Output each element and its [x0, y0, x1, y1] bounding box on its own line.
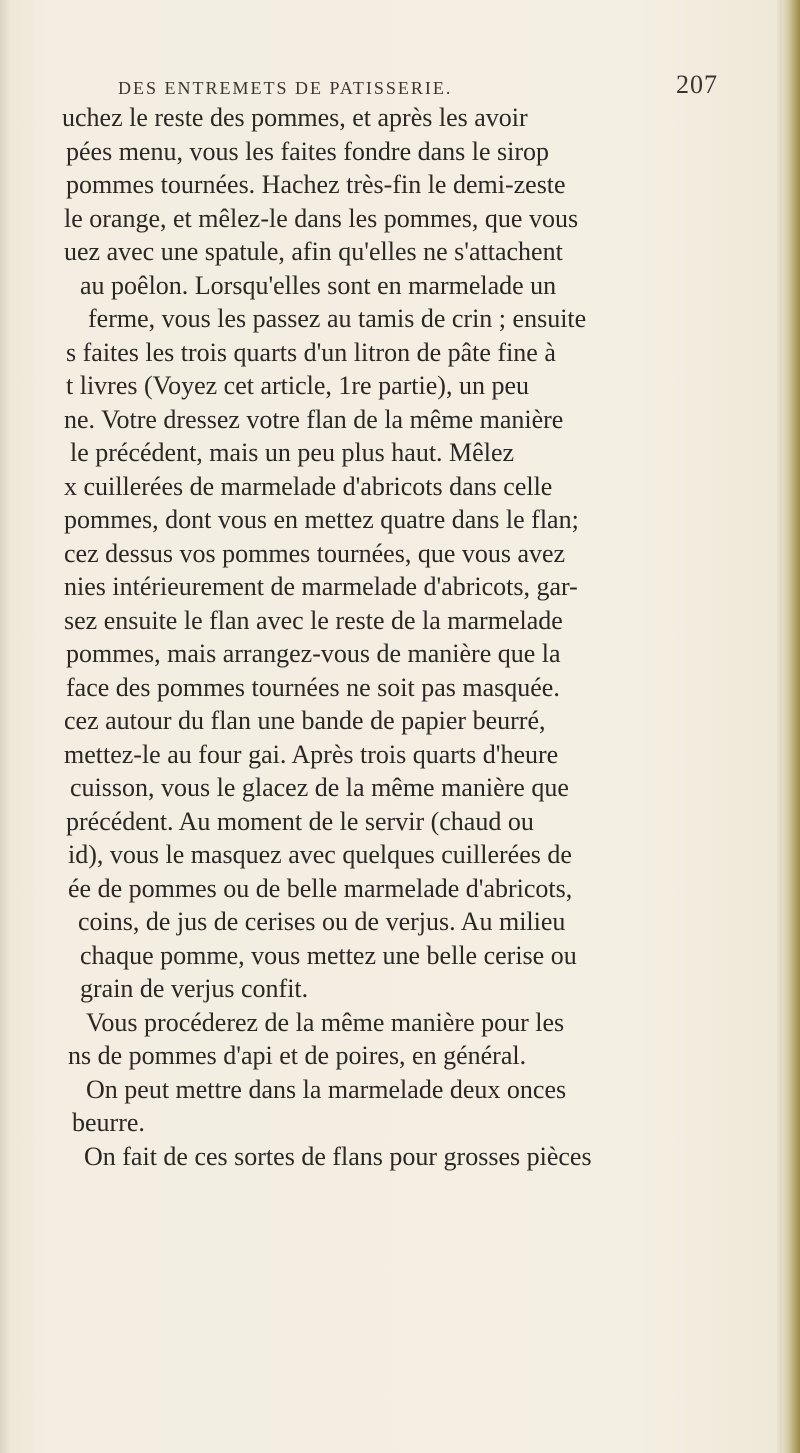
text-line: coins, de jus de cerises ou de verjus. Au milieu [78, 907, 566, 936]
text-line: cez dessus vos pommes tournées, que vous avez [64, 538, 566, 568]
text-line: pommes, dont vous en mettez quatre dans le flan; [64, 505, 579, 534]
text-line: nies intérieurement de marmelade d'abricots, gar- [64, 572, 578, 601]
page-gutter-shadow [0, 0, 10, 1453]
text-line: au poêlon. Lorsqu'elles sont en marmelade un [80, 270, 557, 300]
text-line: le précédent, mais un peu plus haut. Mêlez [70, 438, 515, 467]
text-line: chaque pomme, vous mettez une belle cerise ou [80, 940, 577, 970]
text-line: ne. Votre dressez votre flan de la même manière [64, 404, 564, 434]
text-line: face des pommes tournées ne soit pas masquée. [66, 672, 560, 702]
text-line: On fait de ces sortes de flans pour grosses pièces [84, 1141, 592, 1171]
text-line: grain de verjus confit. [80, 974, 309, 1003]
text-line: beurre. [72, 1108, 145, 1137]
text-line: pommes tournées. Hachez très-fin le demi-zeste [66, 170, 566, 199]
text-line: uchez le reste des pommes, et après les avoir [62, 103, 528, 132]
text-line: pommes, mais arrangez-vous de manière que la [66, 639, 561, 668]
text-line: s faites les trois quarts d'un litron de pâte fine à [66, 337, 556, 367]
text-line: pées menu, vous les faites fondre dans le sirop [66, 136, 550, 166]
page-number: 207 [676, 70, 718, 99]
text-line: t livres (Voyez cet article, 1re partie), un peu [66, 371, 529, 400]
text-line: ferme, vous les passez au tamis de crin ; ensuite [88, 304, 587, 333]
running-title: DES ENTREMETS DE PATISSERIE. [118, 78, 453, 98]
page-edge [782, 0, 800, 1453]
text-line: cuisson, vous le glacez de la même manière que [70, 773, 569, 802]
text-line: précédent. Au moment de le servir (chaud ou [66, 806, 534, 836]
text-line: sez ensuite le flan avec le reste de la marmelade [64, 605, 563, 635]
body-text [62, 101, 762, 1173]
text-line: id), vous le masquez avec quelques cuillerées de [68, 840, 572, 869]
text-line: On peut mettre dans la marmelade deux onces [86, 1074, 567, 1104]
text-line: le orange, et mêlez-le dans les pommes, que vous [64, 203, 579, 233]
text-line: mettez-le au four gai. Après trois quarts d'heure [64, 739, 559, 769]
text-line: Vous procéderez de la même manière pour les [86, 1007, 565, 1037]
text-line: uez avec une spatule, afin qu'elles ne s'attachent [64, 237, 563, 266]
text-line: cez autour du flan une bande de papier beurré, [64, 706, 546, 735]
text-line: x cuillerées de marmelade d'abricots dans celle [64, 471, 553, 501]
text-line: ns de pommes d'api et de poires, en général. [68, 1041, 527, 1070]
text-line: ée de pommes ou de belle marmelade d'abricots, [68, 873, 573, 903]
